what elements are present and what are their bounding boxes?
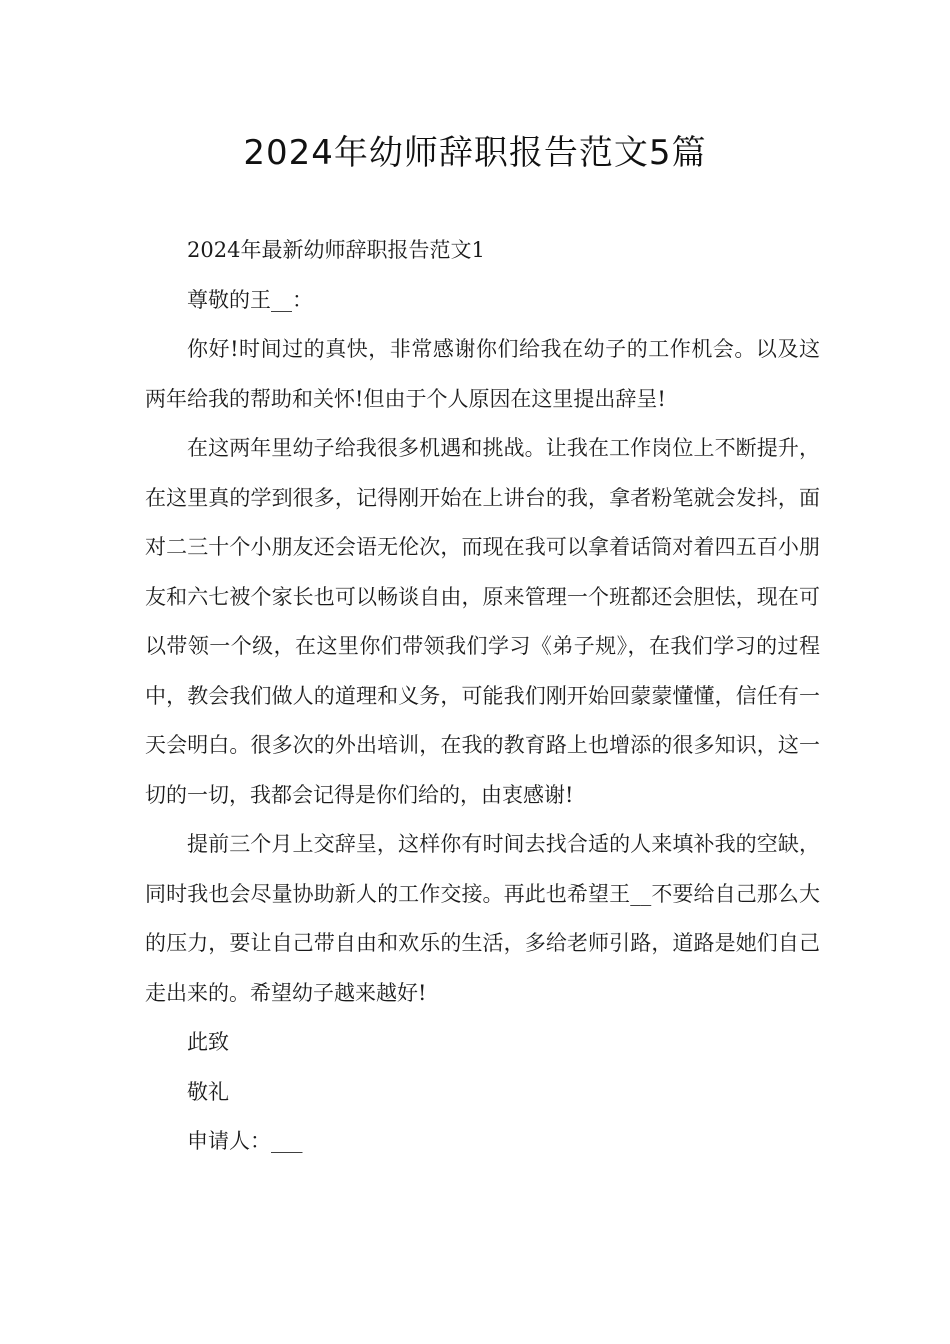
paragraph-1: 你好!时间过的真快，非常感谢你们给我在幼子的工作机会。以及这两年给我的帮助和关怀!但由于个人原因在这里提出辞呈! bbox=[145, 337, 820, 411]
paragraph-3: 提前三个月上交辞呈，这样你有时间去找合适的人来填补我的空缺，同时我也会尽量协助新人的工作交接。再此也希望王__不要给自己那么大的压力，要让自己带自由和欢乐的生活，多给老师引路，道路是她们自己走出来的。希望幼子越来越好! bbox=[145, 832, 820, 1005]
applicant-line: 申请人：___ bbox=[187, 1129, 303, 1153]
document-title: 2024年幼师辞职报告范文5篇 bbox=[243, 133, 707, 173]
document-body bbox=[145, 226, 820, 1167]
document-subtitle: 2024年最新幼师辞职报告范文1 bbox=[187, 238, 485, 262]
closing-line-1: 此致 bbox=[187, 1030, 229, 1054]
paragraph-2: 在这两年里幼子给我很多机遇和挑战。让我在工作岗位上不断提升，在这里真的学到很多，记得刚开始在上讲台的我，拿者粉笔就会发抖，面对二三十个小朋友还会语无伦次，而现在我可以拿着话筒对着四五百小朋友和六七被个家长也可以畅谈自由，原来管理一个班都还会胆怯，现在可以带领一个级，在这里你们带领我们学习《弟子规》，在我们学习的过程中，教会我们做人的道理和义务，可能我们刚开始回蒙蒙懂懂，信任有一天会明白。很多次的外出培训，在我的教育路上也增添的很多知识，这一切的一切，我都会记得是你们给的，由衷感谢! bbox=[145, 436, 820, 807]
salutation: 尊敬的王__： bbox=[187, 287, 313, 312]
closing-line-2: 敬礼 bbox=[187, 1079, 229, 1104]
